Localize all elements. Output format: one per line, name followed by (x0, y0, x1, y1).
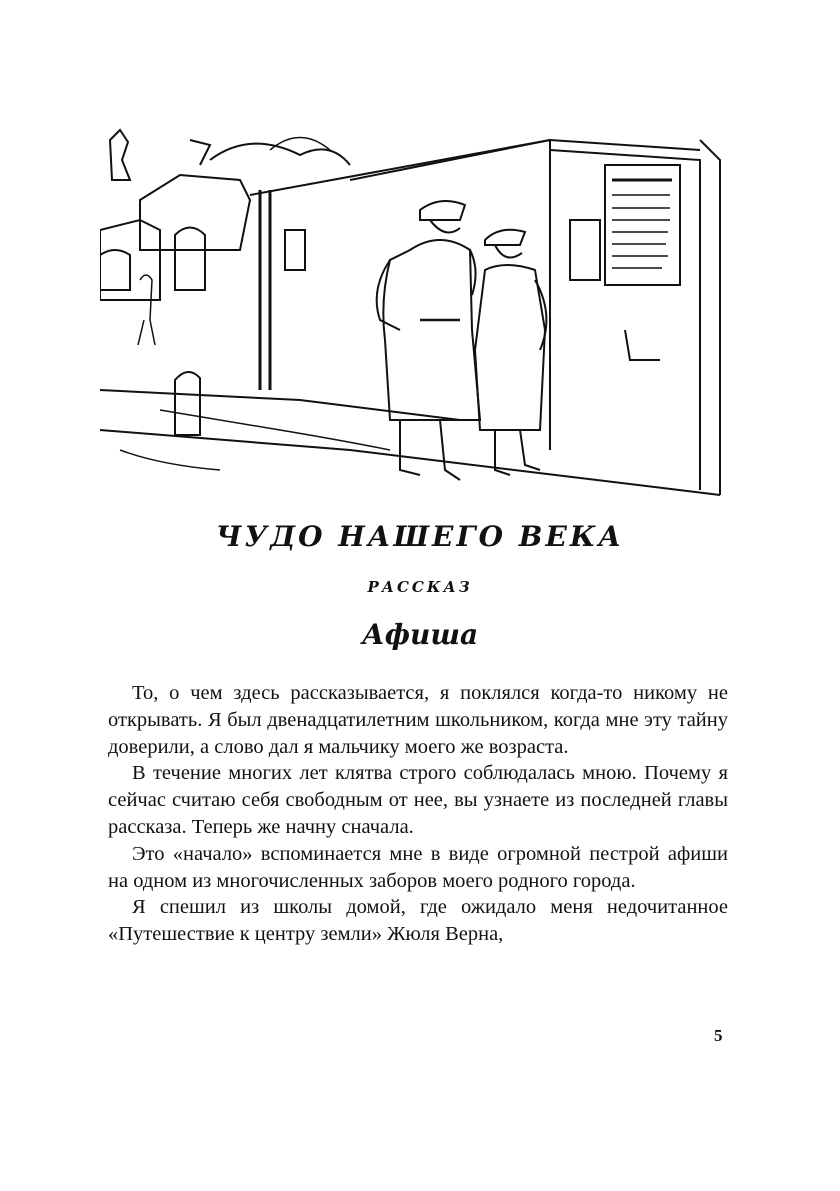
chapter-title: Афиша (361, 618, 479, 651)
paragraph: То, о чем здесь рассказывается, я поклялся когда-то никому не открывать. Я был двенадцатилетним школьником, когда мне эту тайну доверили, а слово дал я мальчику моего же возраста. (108, 682, 728, 758)
street-illustration (100, 120, 730, 510)
page-number: 5 (714, 1026, 723, 1045)
body-text (108, 680, 728, 948)
paragraph: Это «начало» вспоминается мне в виде огромной пестрой афиши на одном из многочисленных заборов моего родного города. (108, 842, 728, 892)
story-subtitle: РАССКАЗ (367, 578, 473, 596)
paragraph: В течение многих лет клятва строго соблюдалась мною. Почему я сейчас считаю себя свободным от нее, вы узнаете из последней главы рассказа. Теперь же начну сначала. (108, 762, 728, 838)
paragraph: Я спешил из школы домой, где ожидало меня недочитанное «Путешествие к центру земли» Жюля Верна, (108, 896, 728, 946)
story-title: ЧУДО НАШЕГО ВЕКА (215, 520, 625, 553)
